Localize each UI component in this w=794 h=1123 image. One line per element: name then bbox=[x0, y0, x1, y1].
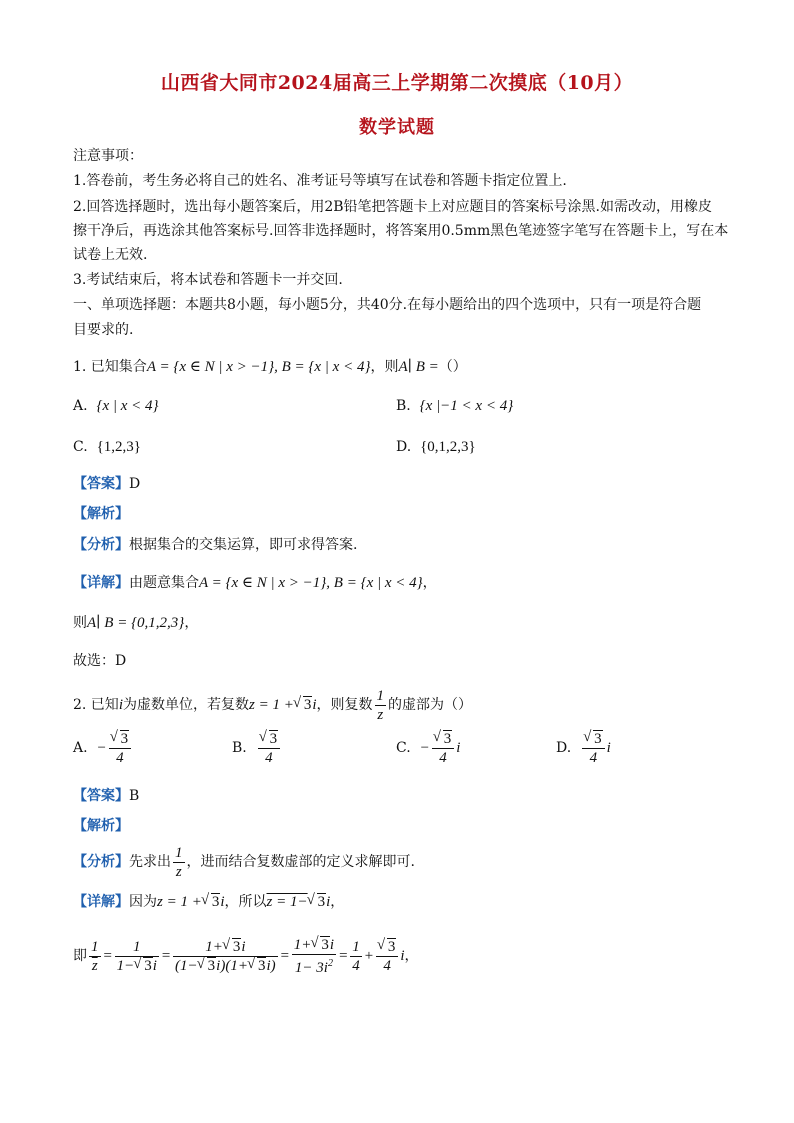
numerator: 1 bbox=[115, 938, 159, 957]
question-1-expr: A∣ B = bbox=[398, 359, 439, 375]
detail-label: 【 详解 】 bbox=[73, 575, 129, 591]
question-2-option-c bbox=[396, 728, 460, 768]
denominator: 4 bbox=[352, 957, 360, 974]
question-2-suffix: 的虚部为（） bbox=[388, 697, 472, 713]
i-char: i bbox=[456, 740, 461, 756]
detail-label: 【 详解 】 bbox=[73, 894, 129, 910]
question-1-sets: A = {x ∈ N | x > −1}, B = {x | x < 4} bbox=[146, 359, 371, 375]
exponent: 2 bbox=[327, 957, 333, 969]
option-b-label: B. bbox=[396, 398, 411, 414]
option-b-label: B. bbox=[232, 740, 247, 756]
i-char: i bbox=[326, 894, 331, 910]
denominator: z bbox=[91, 957, 98, 974]
question-2-option-b bbox=[232, 728, 282, 768]
minus: − bbox=[96, 740, 107, 756]
detail-prefix: 因为 bbox=[129, 894, 157, 910]
denominator-part: 1+ bbox=[230, 957, 248, 974]
question-1-answer-value: D bbox=[129, 476, 141, 492]
question-2-stem bbox=[73, 685, 472, 725]
option-c-label: C. bbox=[73, 439, 88, 455]
question-1-suffix: （） bbox=[438, 359, 467, 375]
fraction-sqrt3-over-4 bbox=[432, 730, 455, 767]
option-c-text: {1,2,3} bbox=[96, 439, 141, 455]
question-1-detail-suffix: ， bbox=[422, 575, 437, 591]
notice-item-1: 1.答卷前，考生务必将自己的姓名、准考证号等填写在试卷和答题卡指定位置上. bbox=[73, 173, 567, 189]
radicand: 3 bbox=[232, 938, 241, 955]
question-1-then: 则 bbox=[73, 615, 87, 631]
thought-label: 【 分析 】 bbox=[73, 537, 129, 553]
radicand: 3 bbox=[120, 730, 129, 747]
i-char: i bbox=[329, 936, 335, 953]
question-1-result bbox=[73, 613, 198, 633]
analysis-label: 【 解析 】 bbox=[73, 818, 129, 834]
equals: = bbox=[160, 948, 172, 964]
equals: = bbox=[102, 948, 113, 964]
i-char: i bbox=[312, 697, 317, 713]
equals: = bbox=[279, 948, 290, 964]
question-1-conclusion: 故选：D bbox=[73, 653, 127, 669]
option-d-text: {0,1,2,3} bbox=[420, 439, 476, 455]
numerator: 1 bbox=[376, 687, 384, 704]
question-1-option-d bbox=[396, 437, 476, 457]
question-2-answer bbox=[73, 786, 139, 806]
detail-suffix: ， bbox=[330, 894, 345, 910]
question-1-result-expr: A∣ B = {0,1,2,3} bbox=[87, 615, 185, 631]
fraction-one-over-four bbox=[350, 938, 362, 975]
question-1-detail-prefix: 由题意集合 bbox=[129, 575, 199, 591]
question-2-mid-2: ，则复数 bbox=[316, 697, 373, 713]
section-heading-line-2: 目要求的. bbox=[73, 322, 134, 338]
radicand: 3 bbox=[443, 730, 452, 747]
denominator-part: 1− 3i bbox=[294, 959, 328, 976]
question-2-analysis-label bbox=[73, 816, 129, 836]
option-a-label: A. bbox=[73, 398, 88, 414]
radicand: 3 bbox=[257, 957, 266, 974]
question-2-option-a bbox=[73, 728, 133, 768]
radicand: 3 bbox=[211, 894, 220, 910]
radicand: 3 bbox=[144, 957, 152, 974]
question-1-option-b bbox=[396, 396, 513, 416]
i-char: i bbox=[241, 938, 246, 955]
minus: − bbox=[419, 740, 430, 756]
question-1-option-c bbox=[73, 437, 141, 457]
question-1-thought bbox=[73, 535, 357, 555]
denominator: 4 bbox=[265, 749, 273, 766]
denominator: 4 bbox=[439, 749, 447, 766]
detail-mid: ，所以 bbox=[224, 894, 267, 910]
denominator: 4 bbox=[116, 749, 124, 766]
zbar-expr: z = 1− bbox=[266, 894, 308, 910]
fraction-sqrt3-over-4 bbox=[258, 730, 281, 767]
question-1-option-a bbox=[73, 396, 159, 416]
option-a-label: A. bbox=[73, 740, 88, 756]
notice-item-2-line-2: 擦干净后，再选涂其他答案标号.回答非选择题时，将答案用0.5mm黑色笔迹签字笔写在答题卡上，写在本 bbox=[73, 223, 729, 239]
equals: = bbox=[338, 948, 349, 964]
denominator-part: 1− bbox=[180, 957, 198, 974]
question-1-detail-sets: A = {x ∈ N | x > −1}, B = {x | x < 4} bbox=[199, 575, 423, 591]
fraction-sqrt3-over-4 bbox=[582, 730, 605, 767]
answer-label: 【 答案 】 bbox=[73, 476, 129, 492]
radicand: 3 bbox=[321, 936, 329, 953]
question-2-option-d bbox=[556, 728, 611, 768]
numerator: 1 bbox=[175, 844, 183, 861]
sqrt-3 bbox=[308, 892, 327, 912]
thought-label: 【 分析 】 bbox=[73, 854, 129, 870]
plus: + bbox=[363, 948, 374, 964]
derivation-prefix: 即 bbox=[73, 948, 87, 964]
sqrt-3 bbox=[294, 685, 313, 725]
z-expr: z = 1 + bbox=[248, 697, 294, 713]
question-1-thought-text: 根据集合的交集运算，即可求得答案. bbox=[129, 537, 358, 553]
fraction-step-2: $\frac{1+√ 3i}{(1-√ 3i)(1+√ 3i)}$ bbox=[173, 938, 278, 975]
question-2-thought bbox=[73, 842, 415, 882]
thought-prefix: 先求出 bbox=[129, 854, 171, 870]
denominator: 4 bbox=[383, 957, 391, 974]
thought-suffix: ，进而结合复数虚部的定义求解即可. bbox=[186, 854, 415, 870]
numerator: 1 bbox=[352, 938, 360, 955]
fraction-sqrt3-over-4 bbox=[109, 730, 132, 767]
numerator: 1 bbox=[91, 938, 99, 955]
notice-item-3: 3.考试结束后，将本试卷和答题卡一并交回. bbox=[73, 272, 343, 288]
question-1-answer bbox=[73, 474, 140, 494]
i-char: i bbox=[152, 957, 157, 974]
fraction-step-1 bbox=[115, 938, 159, 975]
fraction-one-over-zbar bbox=[89, 938, 101, 975]
document-title: 山西省大同市2024届高三上学期第二次摸底（10月） bbox=[160, 72, 634, 94]
question-1-detail bbox=[73, 573, 437, 593]
i-char: i bbox=[220, 894, 225, 910]
i-char: i bbox=[266, 957, 271, 974]
z-expr: z = 1 + bbox=[157, 894, 202, 910]
question-1-analysis-label bbox=[73, 504, 129, 524]
option-b-text: {x |−1 < x < 4} bbox=[419, 398, 514, 414]
option-d-label: D. bbox=[556, 740, 572, 756]
question-2-prefix: 2. 已知 bbox=[73, 697, 119, 713]
denominator: z bbox=[175, 863, 182, 880]
i-char: i bbox=[216, 957, 221, 974]
radicand: 3 bbox=[269, 730, 278, 747]
document-subtitle: 数学试题 bbox=[359, 117, 435, 138]
option-d-label: D. bbox=[396, 439, 412, 455]
question-1-result-suffix: ， bbox=[184, 615, 199, 631]
imaginary-unit: i bbox=[118, 697, 123, 713]
radicand: 3 bbox=[387, 938, 396, 955]
question-2-detail bbox=[73, 892, 344, 912]
analysis-label: 【 解析 】 bbox=[73, 506, 129, 522]
fraction-sqrt3-over-4 bbox=[376, 938, 399, 975]
question-1-stem bbox=[73, 357, 467, 377]
radicand: 3 bbox=[207, 957, 216, 974]
radicand: 3 bbox=[303, 697, 312, 713]
option-a-text: {x | x < 4} bbox=[96, 398, 159, 414]
answer-label: 【 答案 】 bbox=[73, 788, 129, 804]
option-c-label: C. bbox=[396, 740, 411, 756]
section-heading-line-1: 一、单项选择题：本题共8小题，每小题5分，共40分.在每小题给出的四个选项中，只有一项是符合题 bbox=[73, 297, 702, 313]
radicand: 3 bbox=[317, 894, 326, 910]
fraction-step-3 bbox=[292, 936, 336, 977]
notice-heading: 注意事项： bbox=[73, 148, 143, 164]
question-2-answer-value: B bbox=[129, 788, 140, 804]
question-1-prefix: 1. 已知集合 bbox=[73, 359, 147, 375]
notice-item-2-line-1: 2.回答选择题时，选出每小题答案后，用2B铅笔把答题卡上对应题目的答案标号涂黑.如需改动，用橡皮 bbox=[73, 199, 713, 215]
i-char: i bbox=[400, 948, 405, 964]
comma: ， bbox=[404, 948, 419, 964]
denominator: 4 bbox=[589, 749, 598, 766]
question-1-mid: ，则 bbox=[370, 359, 399, 375]
denominator-part: 1− bbox=[116, 957, 135, 974]
radicand: 3 bbox=[594, 730, 602, 747]
i-char: i bbox=[606, 740, 611, 756]
numerator-part: 1+ bbox=[293, 936, 312, 953]
numerator-part: 1+ bbox=[205, 938, 223, 955]
notice-item-2-line-3: 试卷上无效. bbox=[73, 247, 148, 263]
denominator: z bbox=[377, 706, 384, 723]
question-2-mid-1: 为虚数单位，若复数 bbox=[122, 697, 249, 713]
fraction-one-over-z bbox=[173, 844, 185, 881]
fraction-one-over-z bbox=[375, 687, 387, 724]
question-2-derivation bbox=[73, 934, 418, 978]
sqrt-3 bbox=[202, 892, 221, 912]
